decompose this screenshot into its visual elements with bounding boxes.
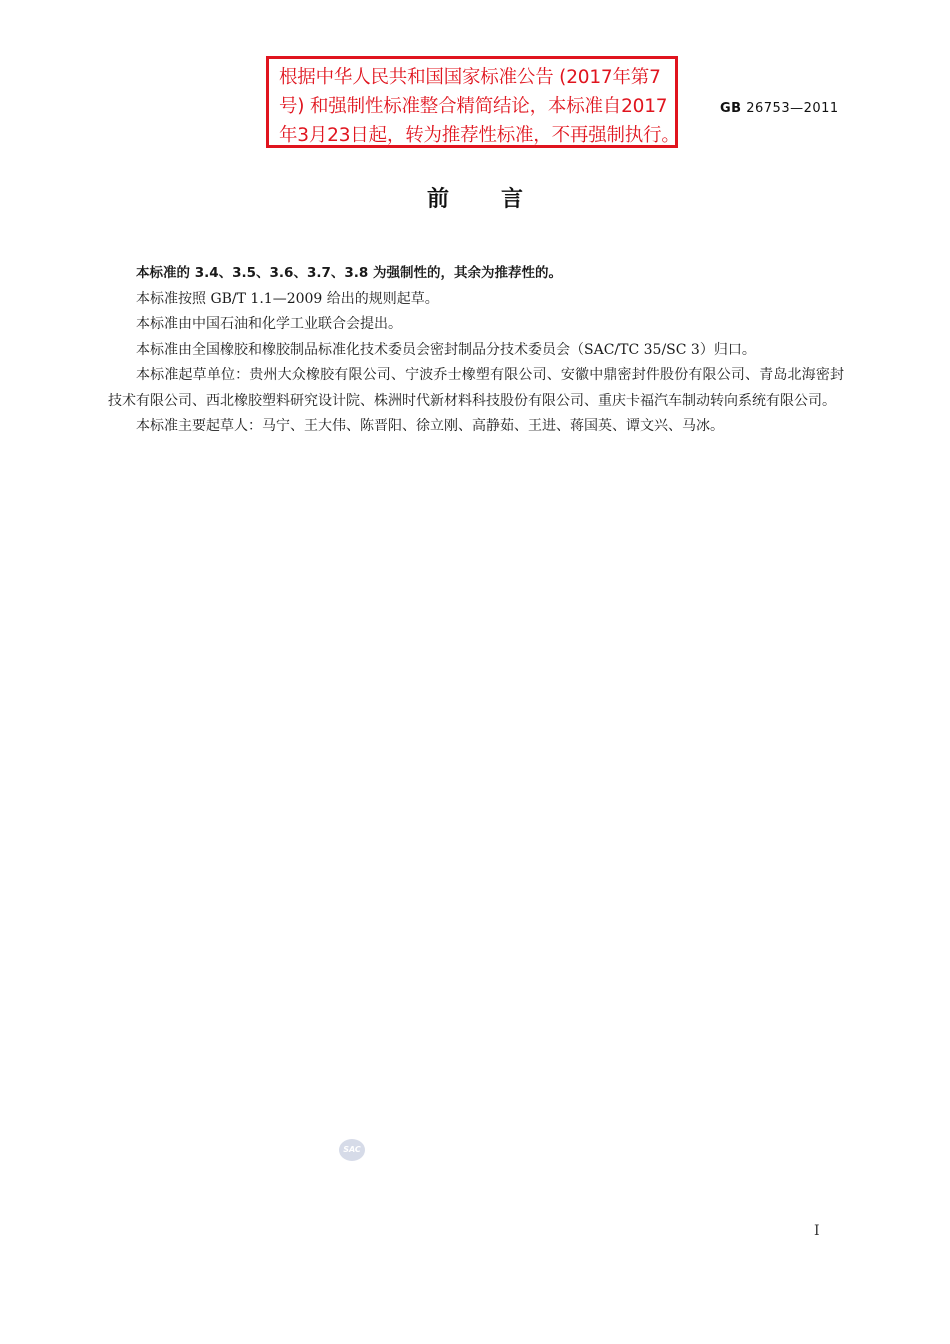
notice-line-3: 年3月23日起，转为推荐性标准，不再强制执行。: [279, 125, 680, 146]
sac-watermark-logo: SAC: [339, 1139, 365, 1161]
foreword-paragraph-committee: 本标准由全国橡胶和橡胶制品标准化技术委员会密封制品分技术委员会（SAC/TC 35/SC 3）归口。: [136, 341, 756, 358]
notice-line-2: 号) 和强制性标准整合精简结论，本标准自2017: [279, 96, 668, 117]
foreword-paragraph-drafting-units: 本标准起草单位：贵州大众橡胶有限公司、宁波乔士橡塑有限公司、安徽中鼎密封件股份有限公司、青岛北海密封技术有限公司、西北橡胶塑料研究设计院、株洲时代新材料科技股份有限公司、重庆卡福汽车制动转向系统有限公司。: [108, 367, 844, 409]
standard-code: [720, 101, 839, 116]
foreword-body: [108, 261, 844, 440]
page-title: 前言: [426, 187, 575, 212]
mandatory-status-notice: [266, 56, 678, 148]
notice-line-1: 根据中华人民共和国国家标准公告 (2017年第7: [279, 67, 661, 88]
foreword-paragraph-proposer: 本标准由中国石油和化学工业联合会提出。: [136, 316, 402, 332]
foreword-paragraph-mandatory-clauses: 本标准的 3.4、3.5、3.6、3.7、3.8 为强制性的，其余为推荐性的。: [136, 265, 562, 281]
standard-code-prefix: GB: [720, 101, 742, 116]
foreword-paragraph-drafting-rules: 本标准按照 GB/T 1.1—2009 给出的规则起草。: [136, 290, 439, 307]
foreword-paragraph-drafters: 本标准主要起草人：马宁、王大伟、陈晋阳、徐立刚、高静茹、王进、蒋国英、谭文兴、马冰。: [136, 418, 724, 434]
page-number: I: [814, 1223, 820, 1239]
standard-code-number: 26753—2011: [746, 101, 839, 116]
